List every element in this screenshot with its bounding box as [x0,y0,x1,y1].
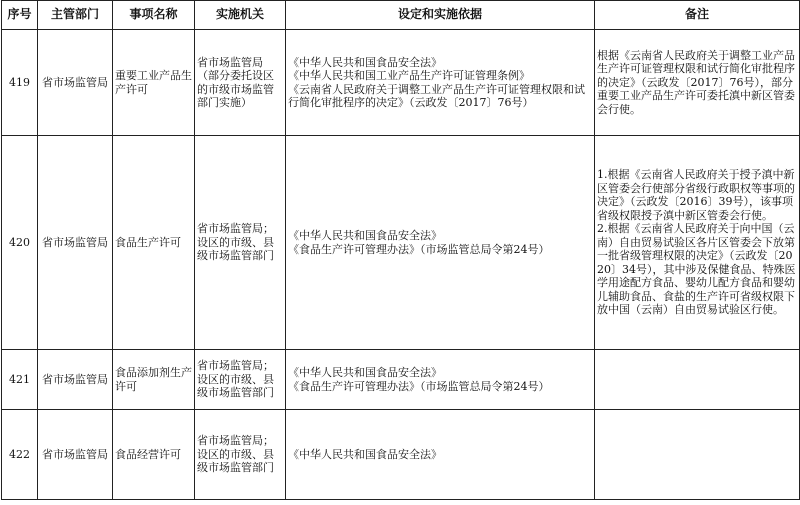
row-number: 420 [2,136,38,350]
row-dept: 省市场监管局 [38,350,113,410]
basis-line: 《云南省人民政府关于调整工业产品生产许可证管理权限和试行简化审批程序的决定》（云政发〔2017〕76号） [288,82,585,109]
header-no: 序号 [2,1,38,30]
row-dept: 省市场监管局 [38,410,113,500]
header-basis: 设定和实施依据 [286,1,595,30]
header-note: 备注 [595,1,800,30]
row-note [595,410,800,500]
row-note [595,30,800,136]
basis-line: 《中华人民共和国食品安全法》 [288,229,442,242]
row-note [595,136,800,350]
header-agency: 实施机关 [195,1,286,30]
row-basis [286,410,595,500]
row-item: 食品生产许可 [113,136,195,350]
table-row [2,410,800,500]
row-agency: 省市场监管局（部分委托设区的市级市场监管部门实施） [195,30,286,136]
header-row [2,1,800,30]
row-dept: 省市场监管局 [38,136,113,350]
row-agency: 省市场监管局；设区的市级、县级市场监管部门 [195,350,286,410]
row-number: 419 [2,30,38,136]
row-basis [286,30,595,136]
note-line: 2.根据《云南省人民政府关于向中国（云南）自由贸易试验区各片区管委会下放第一批省级管理权限的决定》（云政发〔2020〕34号），其中涉及保健食品、特殊医学用途配方食品、婴幼儿配方食品和婴幼儿辅助食品、食盐的生产许可省级权限下放中国（云南）自由贸易试验区行使。 [597,222,796,317]
row-basis [286,350,595,410]
permits-table [1,0,800,500]
row-item: 食品添加剂生产许可 [113,350,195,410]
row-number: 421 [2,350,38,410]
basis-line: 《中华人民共和国食品安全法》 [288,447,442,461]
row-basis [286,136,595,350]
header-dept: 主管部门 [38,1,113,30]
table-row [2,350,800,410]
row-item: 重要工业产品生产许可 [113,30,195,136]
row-number: 422 [2,410,38,500]
basis-line: 《中华人民共和国食品安全法》 [288,366,442,379]
basis-line: 《食品生产许可管理办法》（市场监管总局令第24号） [288,379,550,393]
basis-line: 《食品生产许可管理办法》（市场监管总局令第24号） [288,242,550,256]
note-line: 1.根据《云南省人民政府关于授予滇中新区管委会行使部分省级行政职权等事项的决定》（云政发〔2016〕39号），该事项省级权限授予滇中新区管委会行使。 [597,168,795,222]
header-item: 事项名称 [113,1,195,30]
row-agency: 省市场监管局；设区的市级、县级市场监管部门 [195,136,286,350]
basis-line: 《中华人民共和国食品安全法》 [288,55,442,69]
table-row [2,30,800,136]
table-row [2,136,800,350]
basis-line: 《中华人民共和国工业产品生产许可证管理条例》 [288,69,530,82]
row-dept: 省市场监管局 [38,30,113,136]
row-item: 食品经营许可 [113,410,195,500]
row-note [595,350,800,410]
row-agency: 省市场监管局；设区的市级、县级市场监管部门 [195,410,286,500]
note-line: 根据《云南省人民政府关于调整工业产品生产许可证管理权限和试行简化审批程序的决定》（云政发〔2017〕76号），部分重要工业产品生产许可委托滇中新区管委会行使。 [597,48,795,116]
